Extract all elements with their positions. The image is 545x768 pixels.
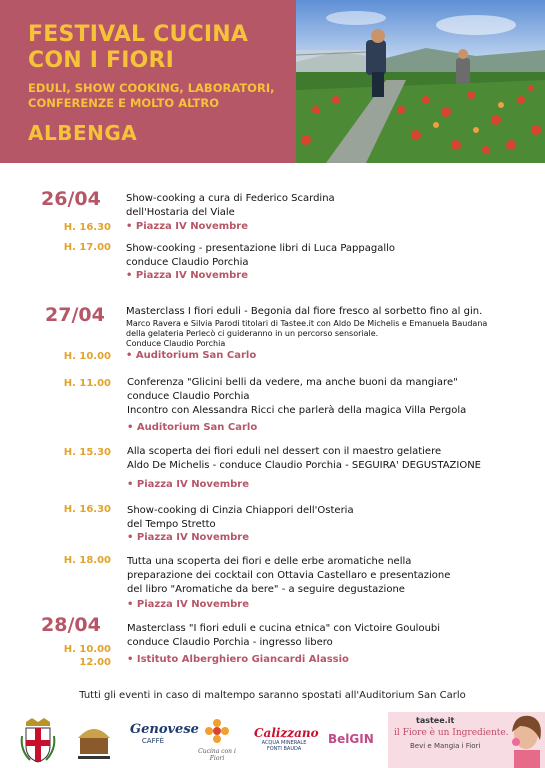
event-time: H. 17.00 <box>63 242 111 253</box>
school-logo <box>74 716 114 764</box>
header-title-panel <box>0 0 296 163</box>
event-line: del libro "Aromatiche da bere" - a seguire degustazione <box>127 584 405 595</box>
event-detail: Conduce Claudio Porchia <box>126 339 226 348</box>
flower-icon <box>204 718 230 744</box>
greenhouse-flowers-image <box>296 0 545 163</box>
event-location: • Piazza IV Novembre <box>127 599 250 610</box>
subtitle-line-2: CONFERENZE E MOLTO ALTRO <box>28 96 220 110</box>
calizzano-name: Calizzano <box>254 726 319 740</box>
event-time-end: 12.00 <box>79 657 111 668</box>
event-description <box>127 622 537 650</box>
ad-brand: tastee.it <box>416 716 455 725</box>
header-photo <box>296 0 545 163</box>
event-time: H. 11.00 <box>63 378 111 389</box>
event-description <box>126 242 536 270</box>
date-28-04: 28/04 <box>41 614 101 636</box>
genovese-sub: CAFFÈ <box>141 737 165 745</box>
event-line: Alla scoperta dei fiori eduli nel dessert con il maestro gelatiere <box>127 446 442 457</box>
ad-headline: il Fiore è un Ingrediente. <box>394 728 509 738</box>
event-line: conduce Claudio Porchia - ingresso libero <box>127 637 333 648</box>
event-detail: Marco Ravera e Silvia Parodi titolari di Tastee.it con Aldo De Michelis e Emanuela Baudana <box>126 319 488 328</box>
festival-subtitle <box>28 81 290 111</box>
event-line: Show-cooking a cura di Federico Scardina <box>126 193 335 204</box>
event-line: del Tempo Stretto <box>127 519 216 530</box>
event-time: H. 16.30 <box>63 504 111 515</box>
event-description <box>127 555 537 597</box>
event-line: conduce Claudio Porchia <box>127 391 250 402</box>
event-line: Masterclass "I fiori eduli e cucina etnica" con Victoire Gouloubi <box>127 623 441 634</box>
event-time <box>55 643 111 669</box>
event-line: Tutta una scoperta dei fiori e delle erbe aromatiche nella <box>127 556 412 567</box>
event-line: Show-cooking - presentazione libri di Luca Pappagallo <box>126 243 395 254</box>
date-27-04: 27/04 <box>45 304 105 326</box>
event-description <box>127 445 542 473</box>
event-location: • Piazza IV Novembre <box>126 270 249 281</box>
event-location: • Piazza IV Novembre <box>126 221 249 232</box>
event-line: Show-cooking di Cinzia Chiappori dell'Osteria <box>127 505 354 516</box>
weather-note: Tutti gli eventi in caso di maltempo saranno spostati all'Auditorium San Carlo <box>79 690 466 701</box>
event-time: H. 15.30 <box>63 447 111 458</box>
subtitle-line-1: EDULI, SHOW COOKING, LABORATORI, <box>28 81 275 95</box>
event-description <box>127 376 537 418</box>
event-time: H. 18.00 <box>63 555 111 566</box>
albenga-coat-of-arms-logo <box>18 716 58 766</box>
event-location: • Piazza IV Novembre <box>127 479 250 490</box>
cucina-fiori-name: Cucina con i Fiori <box>198 748 236 762</box>
event-location: • Auditorium San Carlo <box>126 350 257 361</box>
genovese-name: Genovese <box>130 722 199 737</box>
tastee-ad-banner <box>388 712 545 768</box>
event-location: • Piazza IV Novembre <box>127 532 250 543</box>
title-line-2: CON I FIORI <box>28 48 175 73</box>
event-line: dell'Hostaria del Viale <box>126 207 235 218</box>
event-line: Aldo De Michelis - conduce Claudio Porchia - SEGUIRA' DEGUSTAZIONE <box>127 460 482 471</box>
event-description <box>126 305 536 349</box>
date-26-04: 26/04 <box>41 188 101 210</box>
woman-eating-flower-image <box>504 714 544 768</box>
event-description <box>127 504 537 532</box>
event-time-start: H. 10.00 <box>63 644 111 655</box>
calizzano-sub: ACQUA MINERALE FONTI BAUDA <box>261 740 307 752</box>
cucina-fiori-logo <box>192 718 242 762</box>
event-line: preparazione dei cocktail con Ottavia Castellaro e presentazione <box>127 570 451 581</box>
header-banner <box>0 0 545 163</box>
event-location: • Auditorium San Carlo <box>127 422 258 433</box>
festival-title <box>28 22 290 74</box>
event-line: conduce Claudio Porchia <box>126 257 249 268</box>
city-name: ALBENGA <box>28 121 138 145</box>
event-time: H. 16.30 <box>63 222 111 233</box>
calizzano-logo <box>254 726 319 752</box>
event-detail: della gelateria Perlecò ci guideranno in un percorso sensoriale. <box>126 329 379 338</box>
event-line: Masterclass I fiori eduli - Begonia dal fiore fresco al sorbetto fino al gin. <box>126 306 483 317</box>
genovese-logo <box>130 722 199 745</box>
event-description <box>126 192 536 220</box>
event-time: H. 10.00 <box>63 351 111 362</box>
event-location: • Istituto Alberghiero Giancardi Alassio <box>127 654 349 665</box>
event-line: Incontro con Alessandra Ricci che parlerà della magica Villa Pergola <box>127 405 467 416</box>
event-line: Conferenza "Glicini belli da vedere, ma anche buoni da mangiare" <box>127 377 458 388</box>
belgin-logo: BelGIN <box>328 732 374 746</box>
title-line-1: FESTIVAL CUCINA <box>28 22 249 47</box>
ad-tagline: Bevi e Mangia i Fiori <box>410 742 481 750</box>
